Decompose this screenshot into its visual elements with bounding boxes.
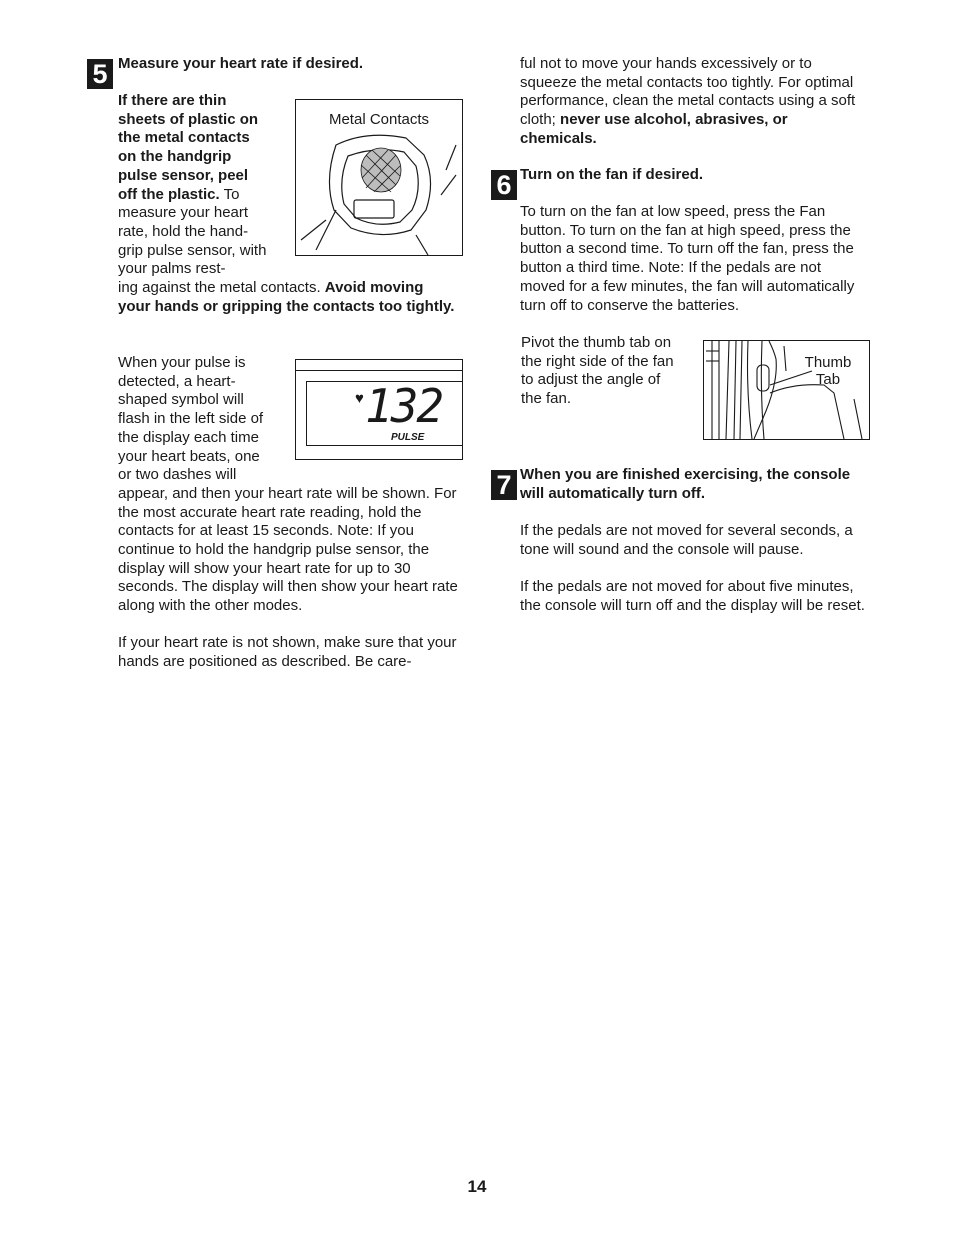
pulse-label: PULSE — [391, 432, 425, 443]
step-6-pivot-paragraph: Pivot the thumb tab on the right side of the fan to adjust the angle of the fan. — [521, 334, 674, 408]
tab-label: Tab — [815, 371, 841, 388]
metal-contacts-label: Metal Contacts — [328, 111, 430, 128]
step-5-pulse-paragraph: When your pulse is detected, a heart-shaped symbol will flash in the left side of the display each time your heart beats, one or two dashes will appear, and then your heart rate will be shown. For the most accurate heart rate reading, hold the contacts for at least 15 seconds. Note: If you continue to hold the handgrip pulse sensor, the display will show your heart rate for up to 30 seconds. The display will then show your heart rate along with the other modes. — [118, 354, 463, 616]
hold-instructions-end: ing against the metal contacts. — [118, 279, 325, 296]
hold-instructions: To measure your heart rate, hold the handgrip pulse sensor, with your palms rest- — [118, 185, 267, 278]
avoid-moving-warning: Avoid moving your hands or gripping the contacts too tightly. — [118, 279, 455, 315]
step-5-plastic-continued — [118, 279, 458, 316]
handgrip-sensor-illustration — [296, 100, 462, 255]
step-5-heading: Measure your heart rate if desired. — [118, 55, 364, 72]
step-6-badge: 6 — [491, 170, 517, 200]
step-5-not-shown-continued — [520, 55, 865, 149]
step-6-heading: Turn on the fan if desired. — [520, 166, 704, 183]
step-7-badge: 7 — [491, 470, 517, 500]
thumb-tab-figure — [703, 340, 870, 440]
cleaning-warning: never use alcohol, abrasives, or chemicals. — [520, 111, 788, 147]
display-screen — [306, 381, 463, 446]
step-6-fan-paragraph: To turn on the fan at low speed, press the Fan button. To turn on the fan at high speed, press the button a second time. To turn off the fan, press the button a third time. Note: If the pedals are not moved for a few minutes, the fan will automatically turn off to conserve the batteries. — [520, 203, 855, 314]
not-shown-text-start: If your heart rate is not shown, make sure that your hands are positioned as described. Be care- — [118, 634, 457, 670]
metal-contacts-figure — [295, 99, 463, 256]
display-top-strip — [296, 370, 462, 371]
step-7-heading: When you are finished exercising, the console will automatically turn off. — [520, 466, 851, 502]
step-5-not-shown-paragraph — [118, 634, 463, 671]
step-7-pause-paragraph: If the pedals are not moved for several seconds, a tone will sound and the console will pause. — [520, 522, 853, 558]
plastic-warning: If there are thin sheets of plastic on the metal contacts on the handgrip pulse sensor, peel off the plastic. — [118, 92, 259, 203]
step-7-off-paragraph: If the pedals are not moved for about five minutes, the console will turn off and the display will be reset. — [520, 578, 865, 614]
page-number: 14 — [467, 1177, 487, 1196]
step-5-plastic-paragraph — [118, 92, 268, 279]
thumb-label: Thumb — [804, 354, 852, 371]
pulse-display-figure — [295, 359, 463, 460]
pulse-value: 132 — [365, 379, 443, 433]
heart-icon: ♥ — [355, 390, 364, 407]
not-shown-text-end: ful not to move your hands excessively or to squeeze the metal contacts too tightly. For optimal performance, clean the metal contacts using a soft cloth; — [520, 55, 856, 129]
step-5-badge: 5 — [87, 59, 113, 89]
